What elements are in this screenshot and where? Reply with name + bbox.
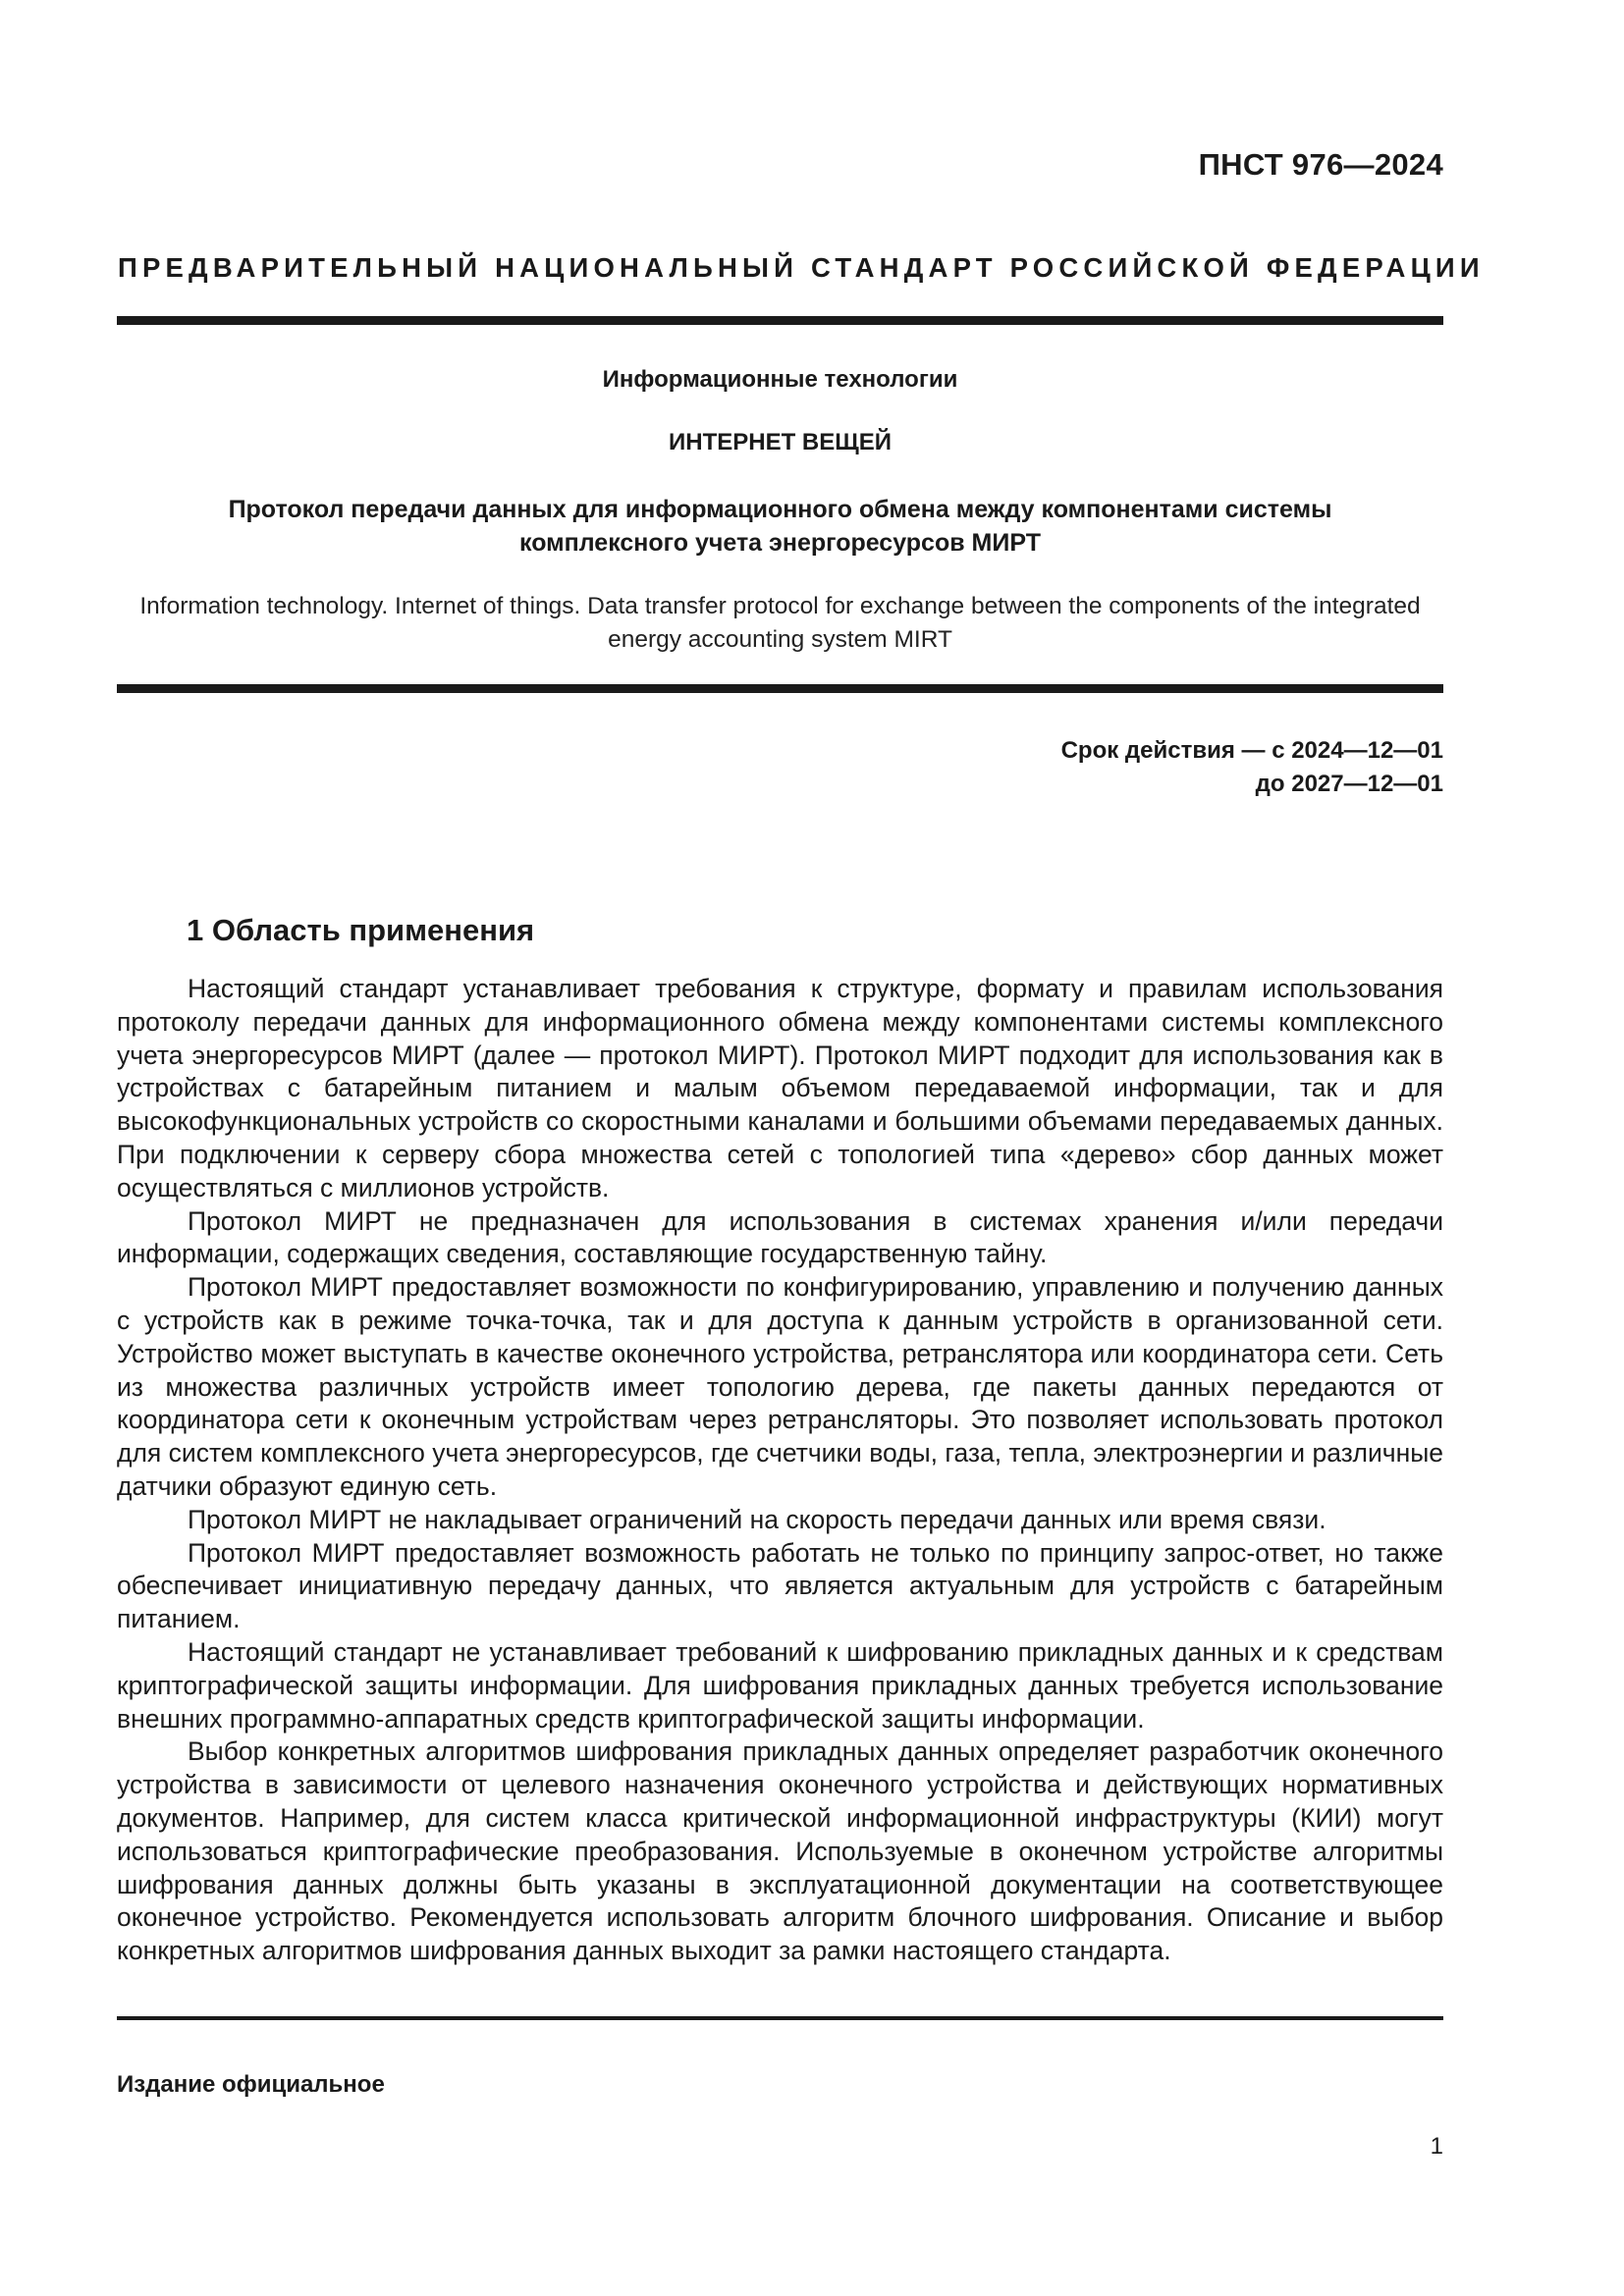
standard-title: ПРЕДВАРИТЕЛЬНЫЙ НАЦИОНАЛЬНЫЙ СТАНДАРТ РОССИЙСКОЙ ФЕДЕРАЦИИ bbox=[118, 252, 1485, 283]
paragraph: Протокол МИРТ не предназначен для использования в системах хранения и/или передачи информации, содержащих сведения, составляющие государственную тайну. bbox=[117, 1205, 1443, 1269]
validity-end: до 2027—12—01 bbox=[1255, 771, 1443, 797]
paragraph: Выбор конкретных алгоритмов шифрования прикладных данных определяет разработчик оконечного устройства в зависимости от целевого назначения оконечного устройства и действующих нормативных документов. Например, для систем класса критической информационной инфраструктуры (КИИ) могут использоваться криптографические преобразования. Используемые в оконечном устройстве алгоритмы шифрования данных должны быть указаны в эксплуатационной документации на соответствующее оконечное устройство. Рекомендуется использовать алгоритм блочного шифрования. Описание и выбор конкретных алгоритмов шифрования данных выходит за рамки настоящего стандарта. bbox=[117, 1736, 1443, 1966]
middle-divider bbox=[117, 684, 1443, 693]
english-title-line-1: Information technology. Internet of things. Data transfer protocol for exchange between the components of the integrated bbox=[139, 593, 1421, 619]
official-edition-label: Издание официальное bbox=[117, 2071, 385, 2098]
validity-period bbox=[1061, 734, 1443, 801]
subtitle-line-1: Протокол передачи данных для информационного обмена между компонентами системы bbox=[228, 496, 1332, 523]
subtitle bbox=[117, 493, 1443, 560]
section-body bbox=[117, 973, 1443, 1968]
section-heading: 1 Область применения bbox=[187, 913, 535, 947]
paragraph: Настоящий стандарт устанавливает требования к структуре, формату и правилам использования протоколу передачи данных для информационного обмена между компонентами системы комплексного учета энергоресурсов МИРТ (далее — протокол МИРТ). Протокол МИРТ подходит для использования как в устройствах с батарейным питанием и малым объемом передаваемой информации, так и для высокофункциональных устройств со скоростными каналами и большими объемами передаваемых данных. При подключении к серверу сбора множества сетей с топологией типа «дерево» сбор данных может осуществляться с миллионов устройств. bbox=[117, 974, 1443, 1202]
english-title-line-2: energy accounting system MIRT bbox=[608, 626, 952, 653]
top-divider bbox=[117, 316, 1443, 325]
paragraph: Настоящий стандарт не устанавливает требований к шифрованию прикладных данных и к средствам криптографической защиты информации. Для шифрования прикладных данных требуется использование внешних программно-аппаратных средств криптографической защиты информации. bbox=[117, 1636, 1443, 1734]
subtitle-line-2: комплексного учета энергоресурсов МИРТ bbox=[519, 529, 1041, 557]
document-code: ПНСТ 976—2024 bbox=[1198, 147, 1443, 182]
page-number: 1 bbox=[1430, 2133, 1443, 2160]
paragraph: Протокол МИРТ не накладывает ограничений на скорость передачи данных или время связи. bbox=[188, 1504, 1326, 1534]
paragraph: Протокол МИРТ предоставляет возможность работать не только по принципу запрос-ответ, но также обеспечивает инициативную передачу данных, что является актуальным для устройств с батарейным питанием. bbox=[117, 1537, 1443, 1634]
english-title bbox=[117, 590, 1443, 657]
footer-divider bbox=[117, 2016, 1443, 2020]
validity-start: Срок действия — с 2024—12—01 bbox=[1060, 737, 1443, 764]
paragraph: Протокол МИРТ предоставляет возможности по конфигурированию, управлению и получению данных с устройств как в режиме точка-точка, так и для доступа к данным устройств в организованной сети. Устройство может выступать в качестве оконечного устройства, ретранслятора или координатора сети. Сеть из множества различных устройств имеет топологию дерева, где пакеты данных передаются от координатора сети к оконечным устройствам через ретрансляторы. Это позволяет использовать протокол для систем комплексного учета энергоресурсов, где счетчики воды, газа, тепла, электроэнергии и различные датчики образуют единую сеть. bbox=[117, 1272, 1443, 1501]
subject-heading: Информационные технологии bbox=[602, 366, 958, 393]
main-title: ИНТЕРНЕТ ВЕЩЕЙ bbox=[669, 429, 892, 455]
